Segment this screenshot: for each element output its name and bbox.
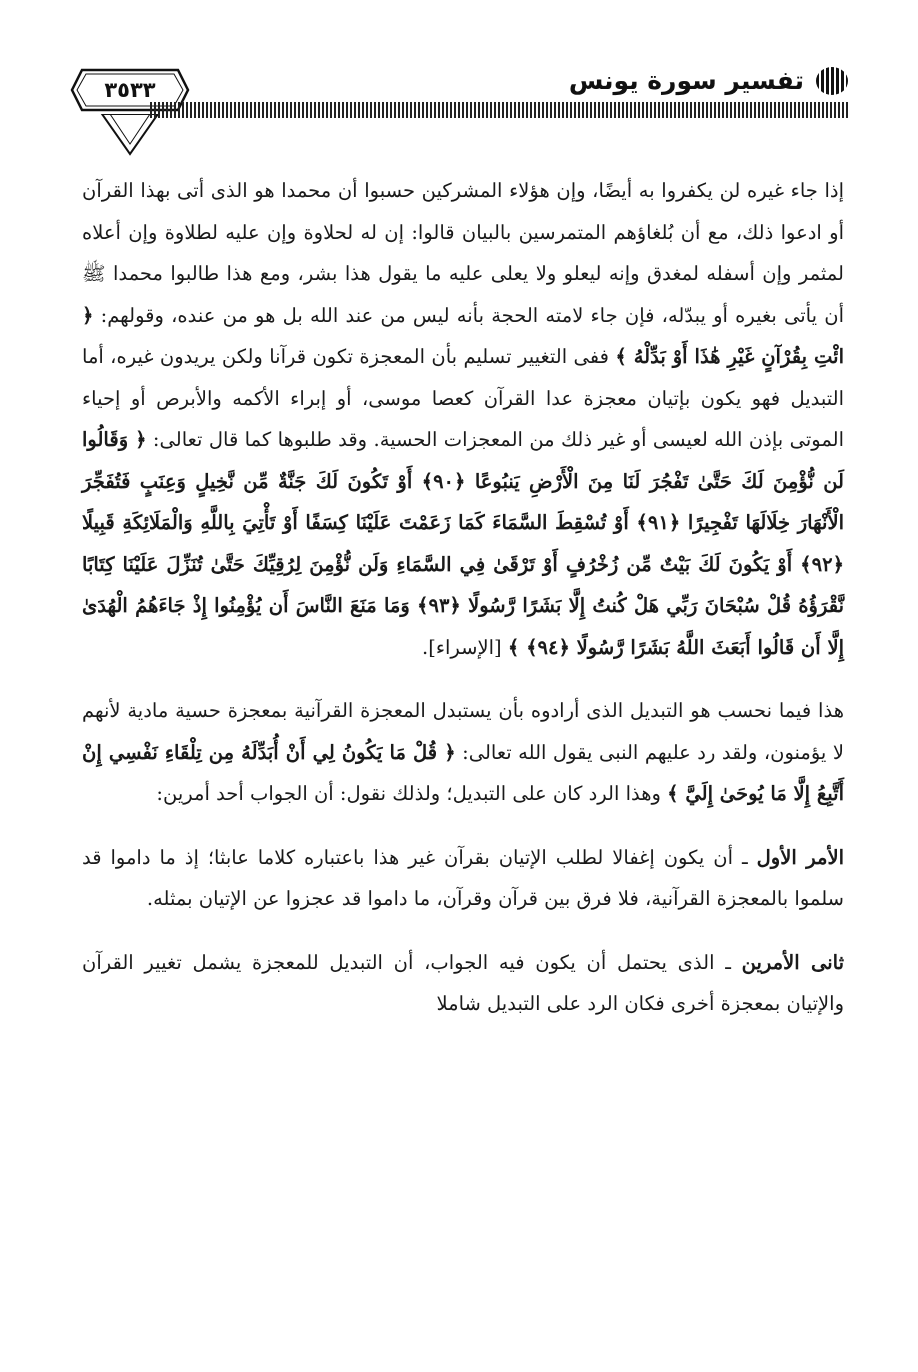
paragraph-lead: ثانى الأمرين bbox=[741, 950, 844, 974]
page-number: ٣٥٣٣ bbox=[104, 78, 156, 102]
quran-verse: ﴿ ائْتِ بِقُرْآنٍ غَيْرِ هَٰذَا أَوْ بَدِّلْهُ ﴾ bbox=[82, 303, 844, 368]
badge-pendant-icon bbox=[98, 114, 162, 158]
page-body bbox=[82, 170, 844, 1025]
paragraph-2 bbox=[82, 690, 844, 815]
paragraph-lead: الأمر الأول bbox=[756, 845, 845, 869]
text-run: ـ الذى يحتمل أن يكون فيه الجواب، أن التبديل للمعجزة يشمل تغيير القرآن والإتيان بمعجزة أخرى فكان الرد على التبديل شاملا bbox=[82, 950, 844, 1015]
quran-verse: ﴿ قُلْ مَا يَكُونُ لِي أَنْ أُبَدِّلَهُ مِن تِلْقَاءِ نَفْسِي إِنْ أَتَّبِعُ إِلَّا مَا يُوحَىٰ إِلَيَّ ﴾ bbox=[82, 740, 844, 805]
citation: [الإسراء]. bbox=[422, 635, 508, 659]
text-run: هذا فيما نحسب هو التبديل الذى أرادوه بأن يستبدل المعجزة القرآنية بمعجزة حسية مادية لأنهم لا يؤمنون، ولقد رد عليهم النبى يقول الله تعالى: bbox=[82, 699, 844, 764]
quran-verse: ﴿ وَقَالُوا لَن نُّؤْمِنَ لَكَ حَتَّىٰ تَفْجُرَ لَنَا مِنَ الْأَرْضِ يَنبُوعًا ﴿٩٠﴾ أَوْ تَكُونَ لَكَ جَنَّةٌ مِّن نَّخِيلٍ وَعِنَبٍ فَتُفَجِّرَ الْأَنْهَارَ خِلَالَهَا تَفْجِيرًا ﴿٩١﴾ أَوْ تُسْقِطَ السَّمَاءَ كَمَا زَعَمْتَ عَلَيْنَا كِسَفًا أَوْ تَأْتِيَ بِاللَّهِ وَالْمَلَائِكَةِ قَبِيلًا ﴿٩٢﴾ أَوْ يَكُونَ لَكَ بَيْتٌ مِّن زُخْرُفٍ أَوْ تَرْقَىٰ فِي السَّمَاءِ وَلَن نُّؤْمِنَ لِرُقِيِّكَ حَتَّىٰ تُنَزِّلَ عَلَيْنَا كِتَابًا نَّقْرَؤُهُ قُلْ سُبْحَانَ رَبِّي هَلْ كُنتُ إِلَّا بَشَرًا رَّسُولًا ﴿٩٣﴾ وَمَا مَنَعَ النَّاسَ أَن يُؤْمِنُوا إِذْ جَاءَهُمُ الْهُدَىٰ إِلَّا أَن قَالُوا أَبَعَثَ اللَّهُ بَشَرًا رَّسُولًا ﴿٩٤﴾ ﴾ bbox=[82, 428, 845, 659]
text-run: ـ أن يكون إغفالا لطلب الإتيان بقرآن غير هذا باعتباره كلاما عابثا؛ إذ ما داموا قد سلموا بالمعجزة القرآنية، فلا فرق بين قرآن وقرآن، ما داموا قد عجزوا عن الإتيان بمثله. bbox=[82, 845, 844, 910]
text-run: وهذا الرد كان على التبديل؛ ولذلك نقول: أن الجواب أحد أمرين: bbox=[156, 782, 668, 805]
paragraph-4 bbox=[82, 942, 844, 1025]
header-rule bbox=[150, 102, 848, 118]
paragraph-3 bbox=[82, 837, 844, 920]
text-run: ففى التغيير تسليم بأن المعجزة تكون قرآنا ولكن يريدون غيره، أما التبديل فهو يكون بإتيان معجزة عدا القرآن كعصا موسى، أو إبراء الأكمه والأبرص أو إحياء الموتى بإذن الله لعيسى أو غير ذلك من المعجزات الحسية. وقد طلبوها كما قال تعالى: bbox=[82, 345, 845, 451]
ornament-icon bbox=[816, 67, 848, 95]
page-header bbox=[70, 56, 848, 156]
text-run: إذا جاء غيره لن يكفروا به أيضًا، وإن هؤلاء المشركين حسبوا أن محمدا هو الذى أتى بهذا القرآن أو ادعوا ذلك، مع أن بُلغاؤهم المتمرسين بالبيان قالوا: إن له لحلاوة وإن عليه لطلاوة وإن أعلاه لمثمر وإن أسفله لمغدق وإنه ليعلو ولا يعلى عليه ما يقول هذا بشر، ومع هذا طالبوا محمدا ﷺ أن يأتى بغيره أو يبدّله، فإن جاء لامته الحجة بأنه ليس من عند الله بل هو من عنده، وقولهم: bbox=[82, 179, 844, 327]
paragraph-1 bbox=[82, 170, 844, 668]
running-title: تفسير سورة يونس bbox=[568, 66, 804, 95]
